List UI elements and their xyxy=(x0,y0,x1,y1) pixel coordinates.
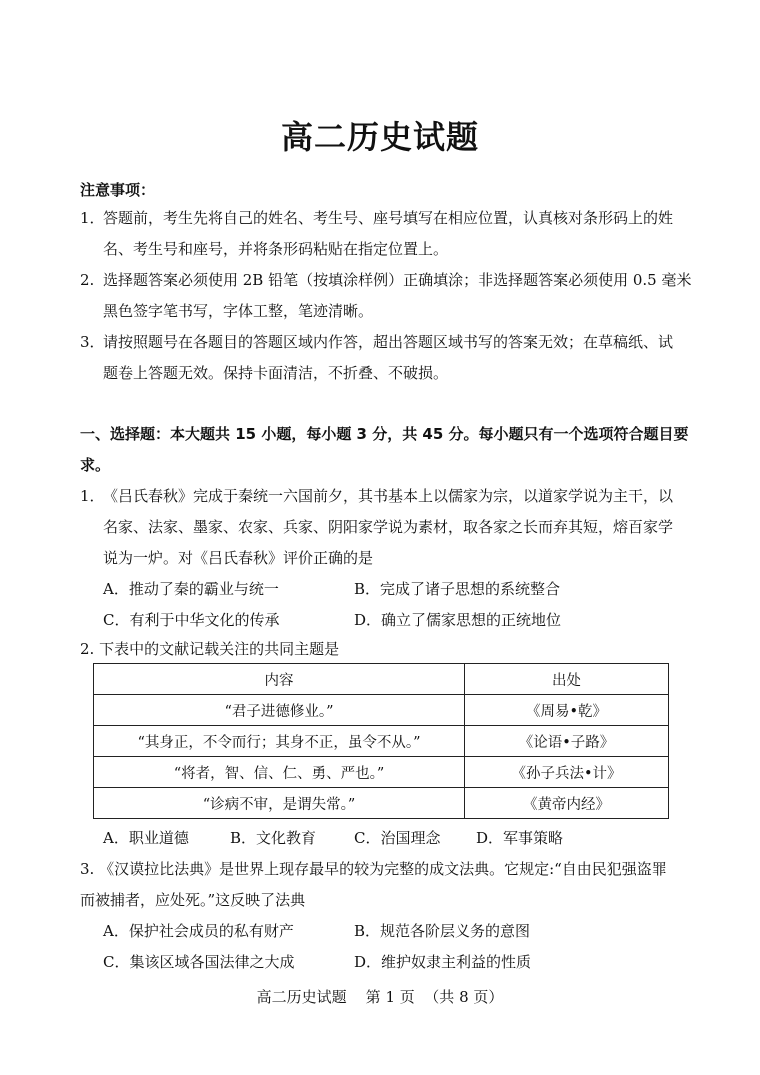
q1-stem-line-1: 《吕氏春秋》完成于秦统一六国前夕，其书基本上以儒家为宗，以道家学说为主干，以 xyxy=(103,487,674,505)
q3-stem-line-1: 3. 《汉谟拉比法典》是世界上现存最早的较为完整的成文法典。它规定:“自由民犯强盗罪 xyxy=(80,860,667,878)
q1-stem-line-3: 说为一炉。对《吕氏春秋》评价正确的是 xyxy=(103,549,374,567)
table-row xyxy=(94,757,669,788)
q2-option-c: C．治国理念 xyxy=(354,829,441,847)
q2-source-table xyxy=(93,663,669,819)
q1-option-d: D．确立了儒家思想的正统地位 xyxy=(354,611,562,629)
notice-item-3-line-2: 题卷上答题无效。保持卡面清洁，不折叠、不破损。 xyxy=(103,364,449,382)
page-title: 高二历史试题 xyxy=(280,118,479,156)
section-heading-line-2: 求。 xyxy=(80,456,111,474)
notice-heading: 注意事项： xyxy=(80,181,156,199)
q1-option-b: B．完成了诸子思想的系统整合 xyxy=(354,580,561,598)
table-cell-source: 《周易•乾》 xyxy=(465,695,669,726)
table-cell-content: “将者，智、信、仁、勇、严也。” xyxy=(94,757,465,788)
section-heading-line-1: 一、选择题：本大题共 15 小题，每小题 3 分，共 45 分。每小题只有一个选项符合题目要 xyxy=(80,425,689,443)
q1-number: 1． xyxy=(80,487,105,505)
table-row xyxy=(94,788,669,819)
notice-item-2-num: 2. xyxy=(80,271,95,289)
table-cell-source: 《论语•子路》 xyxy=(465,726,669,757)
table-cell-source: 《黄帝内经》 xyxy=(465,788,669,819)
table-cell-content: “其身正，不令而行；其身不正，虽令不从。” xyxy=(94,726,465,757)
page-footer: 高二历史试题 第 1 页 （共 8 页） xyxy=(256,988,504,1006)
q2-option-a: A．职业道德 xyxy=(103,829,189,847)
notice-item-1-line-1: 答题前，考生先将自己的姓名、考生号、座号填写在相应位置，认真核对条形码上的姓 xyxy=(103,209,674,227)
q2-stem: 2. 下表中的文献记载关注的共同主题是 xyxy=(80,640,340,658)
notice-item-3-line-1: 请按照题号在各题目的答题区域内作答，超出答题区域书写的答案无效；在草稿纸、试 xyxy=(103,333,674,351)
q3-option-c: C．集该区域各国法律之大成 xyxy=(103,953,295,971)
q1-option-c: C．有利于中华文化的传承 xyxy=(103,611,280,629)
q1-stem-line-2: 名家、法家、墨家、农家、兵家、阴阳家学说为素材，取各家之长而弃其短，熔百家学 xyxy=(103,518,674,536)
notice-item-2-line-1: 选择题答案必须使用 2B 铅笔（按填涂样例）正确填涂；非选择题答案必须使用 0.5 毫米 xyxy=(103,271,692,289)
table-row xyxy=(94,695,669,726)
q3-stem-line-2: 而被捕者，应处死。”这反映了法典 xyxy=(80,891,306,909)
notice-item-1-line-2: 名、考生号和座号，并将条形码粘贴在指定位置上。 xyxy=(103,240,449,258)
q2-option-b: B．文化教育 xyxy=(230,829,317,847)
table-cell-content: “诊病不审，是谓失常。” xyxy=(94,788,465,819)
table-row xyxy=(94,726,669,757)
table-header-content: 内容 xyxy=(94,664,465,695)
notice-item-1-num: 1． xyxy=(80,209,105,227)
notice-item-2-line-2: 黑色签字笔书写，字体工整，笔迹清晰。 xyxy=(103,302,374,320)
table-cell-content: “君子进德修业。” xyxy=(94,695,465,726)
q3-option-d: D．维护奴隶主利益的性质 xyxy=(354,953,532,971)
q3-option-b: B．规范各阶层义务的意图 xyxy=(354,922,531,940)
table-header-source: 出处 xyxy=(465,664,669,695)
q2-option-d: D．军事策略 xyxy=(476,829,564,847)
notice-item-3-num: 3． xyxy=(80,333,105,351)
q3-option-a: A．保护社会成员的私有财产 xyxy=(103,922,294,940)
table-cell-source: 《孙子兵法•计》 xyxy=(465,757,669,788)
q1-option-a: A．推动了秦的霸业与统一 xyxy=(103,580,279,598)
table-header-row xyxy=(94,664,669,695)
